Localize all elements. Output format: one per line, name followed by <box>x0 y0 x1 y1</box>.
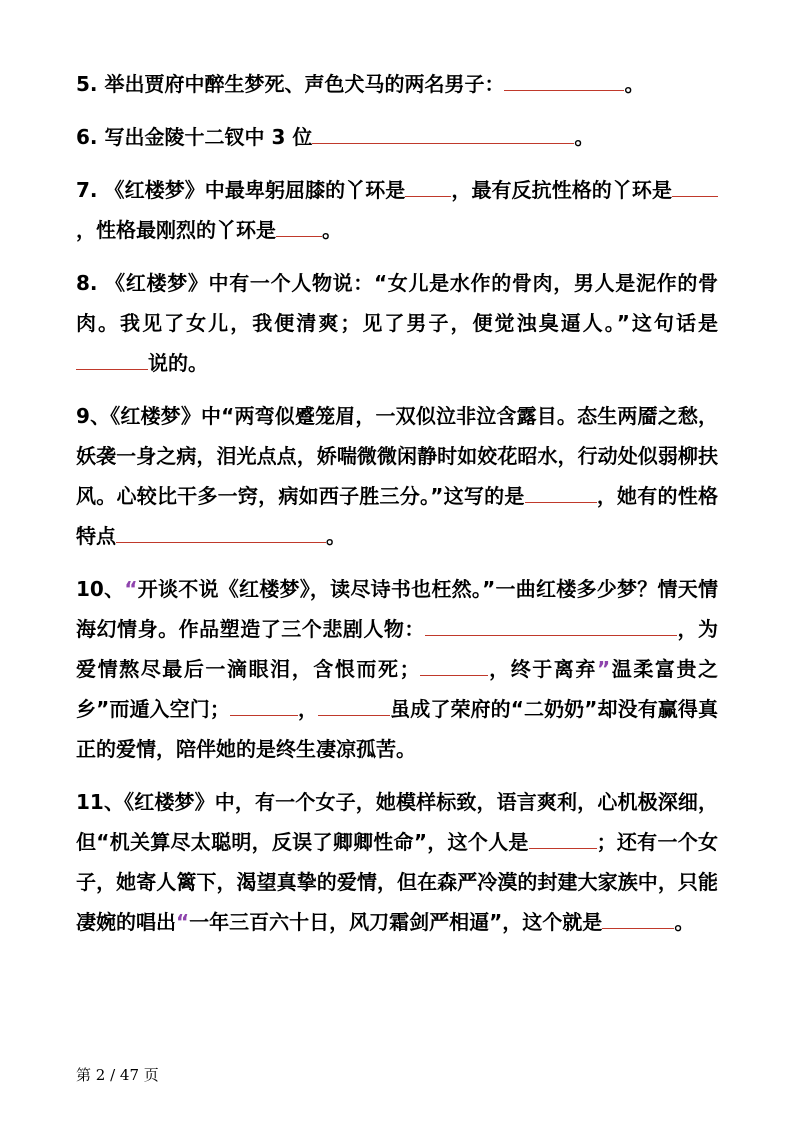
answer-blank[interactable] <box>230 695 298 716</box>
question-11-text: 一年三百六十日，风刀霜剑严相逼”，这个就是 <box>189 910 603 934</box>
question-10 <box>76 569 718 769</box>
answer-blank[interactable] <box>312 123 574 144</box>
question-11 <box>76 782 718 942</box>
punctuation: 。 <box>326 524 346 548</box>
question-9 <box>76 396 718 556</box>
question-10-text: 温柔富贵之乡”而遁入空门； <box>76 657 719 721</box>
answer-blank[interactable] <box>602 908 674 929</box>
document-body <box>76 64 718 955</box>
question-10-text: ，终于离弃 <box>487 657 598 681</box>
answer-blank[interactable] <box>504 70 624 91</box>
answer-blank[interactable] <box>525 482 597 503</box>
answer-blank[interactable] <box>318 695 390 716</box>
page-number: 第 2 / 47 页 <box>76 1066 159 1084</box>
question-8-text: 8. 《红楼梦》中有一个人物说：“女儿是水作的骨肉，男人是泥作的骨肉。我见了女儿，我便清爽；见了男子，便觉浊臭逼人。”这句话是 <box>76 271 718 335</box>
answer-blank[interactable] <box>420 655 466 676</box>
question-10-text: 虽成了荣府的“二奶奶”却没有赢得真正的爱情，陪伴她的是终生凄凉孤苦。 <box>76 697 719 761</box>
punctuation: 。 <box>574 125 595 149</box>
question-9-text: 9、《红楼梦》中“两弯似蹙笼眉，一双似泣非泣含露目。态生两靥之愁，妖袭一身之病，泪光点点，娇喘微微闲静时如姣花昭水，行动处似弱柳扶风。心较比干多一窍，病如西子胜三分。”这写的是 <box>76 404 718 508</box>
answer-blank[interactable] <box>76 349 148 370</box>
question-10-number: 10、 <box>76 577 125 601</box>
quote-mark: “ <box>124 577 138 601</box>
question-7 <box>76 170 718 250</box>
question-10-text: 开谈不说《红楼梦》，读尽诗书也枉然。”一曲红楼多少梦？情天情海幻情身。作品塑造了三个悲剧人物： <box>76 577 718 641</box>
answer-blank[interactable] <box>517 615 677 636</box>
question-7-text: ，最有反抗性格的丫环是 <box>451 178 672 202</box>
answer-blank[interactable] <box>425 615 517 636</box>
answer-blank[interactable] <box>529 828 597 849</box>
quote-mark: “ <box>176 910 190 934</box>
answer-blank[interactable] <box>672 176 718 197</box>
question-10-text: ，为爱情熬尽最后一滴眼泪，含恨而死； <box>76 617 719 681</box>
question-5 <box>76 64 718 104</box>
answer-blank[interactable] <box>466 655 488 676</box>
question-6 <box>76 117 718 157</box>
question-5-text: 5. 举出贾府中醉生梦死、声色犬马的两名男子： <box>76 72 505 96</box>
question-8-text: 说的。 <box>148 351 208 375</box>
question-7-text: ，性格最刚烈的丫环是 <box>76 218 276 242</box>
question-11-text: 11、《红楼梦》中，有一个女子，她模样标致，语言爽利，心机极深细，但“机关算尽太聪明，反误了卿卿性命”，这个人是 <box>76 790 718 854</box>
answer-blank[interactable] <box>405 176 451 197</box>
answer-blank[interactable] <box>116 522 326 543</box>
quote-mark: ” <box>597 657 611 681</box>
punctuation: 。 <box>624 72 645 96</box>
question-6-text: 6. 写出金陵十二钗中 3 位 <box>76 125 313 149</box>
question-11-text: ；还有一个女子，她寄人篱下，渴望真挚的爱情，但在森严冷漠的封建大家族中，只能凄婉的唱出 <box>76 830 719 934</box>
punctuation: 。 <box>674 910 695 934</box>
punctuation: ， <box>297 697 319 721</box>
answer-blank[interactable] <box>276 216 322 237</box>
question-7-text: 7. 《红楼梦》中最卑躬屈膝的丫环是 <box>76 178 406 202</box>
question-9-text: ，她有的性格特点 <box>76 484 718 548</box>
punctuation: 。 <box>322 218 342 242</box>
question-8 <box>76 263 718 383</box>
